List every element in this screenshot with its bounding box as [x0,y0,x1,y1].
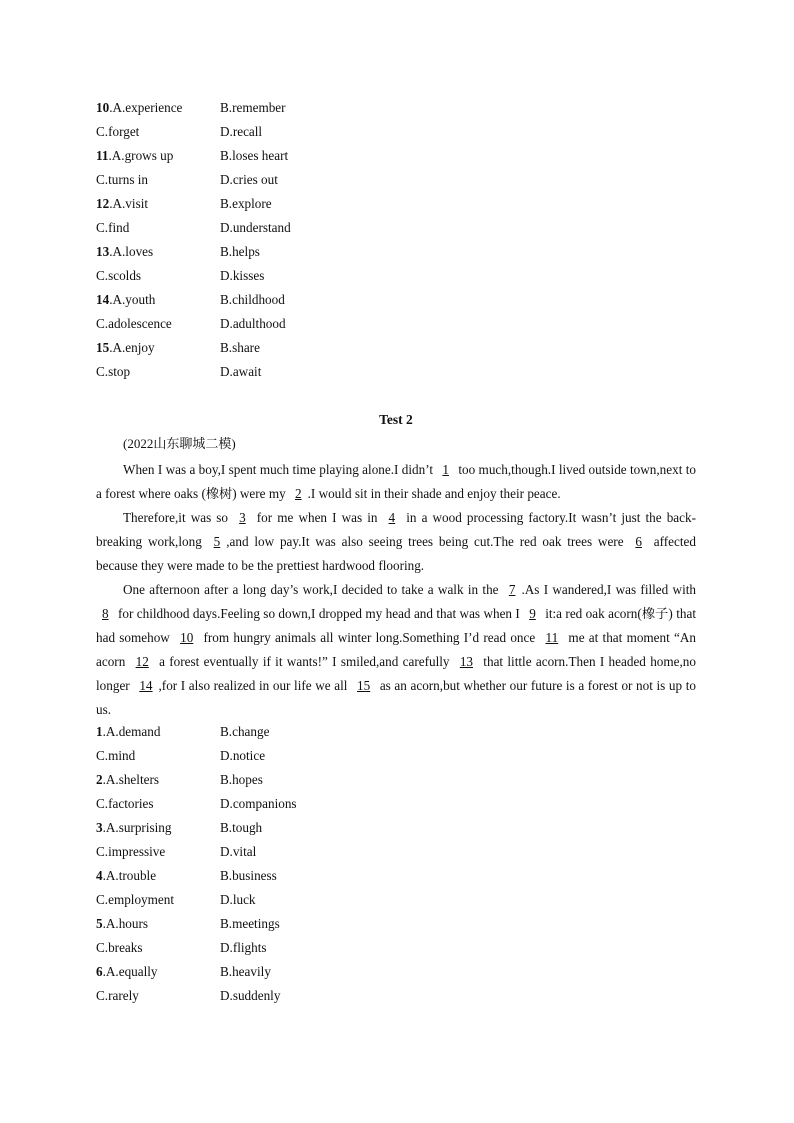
passage-text: a forest eventually if it wants!” I smiled,and carefully [154,654,454,669]
question-3 [96,818,696,866]
option-c: C.employment [96,892,175,907]
question-number: 13 [96,244,110,259]
option-row-cd [96,218,696,242]
option-c: C.stop [96,364,131,379]
question-number: 14 [96,292,110,307]
question-number: 3 [96,820,103,835]
question-number: 4 [96,868,103,883]
question-15 [96,338,696,386]
blank-6: 6 [635,534,642,549]
option-row-ab [96,866,696,890]
passage-text: too much,though.I lived outside town,next to a forest where oaks (橡树) were my [96,462,696,501]
option-d: D.kisses [220,268,265,283]
passage-text: When I was a boy,I spent much time playing alone.I didn’t [123,462,437,477]
option-a: .A.shelters [102,772,159,787]
option-a: .A.youth [109,292,156,307]
option-a: .A.experience [109,100,183,115]
question-number: 6 [96,964,103,979]
option-d: D.adulthood [220,316,286,331]
option-a: .A.hours [102,916,149,931]
test-source: (2022山东聊城二模) [123,436,236,451]
option-c: C.rarely [96,988,139,1003]
question-11 [96,146,696,194]
blank-2: 2 [294,486,302,501]
option-d: D.recall [220,124,263,139]
passage-text: it:a red oak acorn(橡子) that had somehow [96,606,696,645]
passage-text: Therefore,it was so [123,510,234,525]
blank-10: 10 [180,630,194,645]
options-top [96,98,696,386]
option-b: B.remember [220,100,286,115]
passage-text: ,and low pay.It was also seeing trees being cut.The red oak trees were [226,534,630,549]
passage-text: me at that moment “An acorn [96,630,697,669]
question-14 [96,290,696,338]
option-a: .A.grows up [108,148,174,163]
passage-paragraph-1 [96,458,696,506]
blank-5: 5 [213,534,221,549]
option-b: B.change [220,724,270,739]
option-row-cd [96,122,696,146]
question-1 [96,722,696,770]
option-b: B.meetings [220,916,280,931]
option-row-ab [96,770,696,794]
passage-text: One afternoon after a long day’s work,I decided to take a walk in the [123,582,503,597]
option-d: D.cries out [220,172,278,187]
option-row-ab [96,962,696,986]
option-a: .A.trouble [102,868,157,883]
option-d: D.suddenly [220,988,281,1003]
option-row-cd [96,890,696,914]
passage-paragraph-2 [96,506,696,578]
passage-text: .As I wandered,I was filled with [521,582,696,597]
question-number: 15 [96,340,110,355]
option-c: C.breaks [96,940,143,955]
document-page [96,98,696,1010]
option-d: D.vital [220,844,257,859]
option-row-ab [96,290,696,314]
blank-7: 7 [508,582,516,597]
option-a: .A.visit [109,196,149,211]
question-number: 2 [96,772,103,787]
option-d: D.luck [220,892,256,907]
option-d: D.await [220,364,262,379]
question-4 [96,866,696,914]
question-10 [96,98,696,146]
blank-14: 14 [139,678,153,693]
question-number: 11 [96,148,109,163]
option-b: B.tough [220,820,263,835]
test-title: Test 2 [379,412,413,427]
option-row-ab [96,722,696,746]
option-c: C.turns in [96,172,149,187]
option-row-cd [96,746,696,770]
blank-15: 15 [357,678,371,693]
option-c: C.forget [96,124,140,139]
question-number: 1 [96,724,103,739]
option-row-ab [96,914,696,938]
passage-text: affected because they were made to be the prettiest hardwood flooring. [96,534,696,573]
passage-text: for childhood days.Feeling so down,I dropped my head and that was when I [114,606,524,621]
passage-text: .I would sit in their shade and enjoy their peace. [307,486,561,501]
passage-paragraph-3 [96,578,696,722]
option-row-cd [96,314,696,338]
option-row-cd [96,986,696,1010]
question-5 [96,914,696,962]
passage-text: ,for I also realized in our life we all [158,678,352,693]
option-row-cd [96,266,696,290]
option-a: .A.enjoy [109,340,155,355]
question-number: 10 [96,100,110,115]
option-c: C.factories [96,796,154,811]
blank-1: 1 [442,462,449,477]
option-b: B.explore [220,196,272,211]
option-b: B.helps [220,244,260,259]
blank-13: 13 [459,654,473,669]
option-c: C.impressive [96,844,166,859]
question-6 [96,962,696,1010]
passage-text: that little acorn.Then I headed home,no longer [96,654,696,693]
blank-9: 9 [529,606,536,621]
option-a: .A.demand [102,724,161,739]
option-d: D.flights [220,940,267,955]
option-row-cd [96,170,696,194]
option-a: .A.surprising [102,820,172,835]
option-row-ab [96,338,696,362]
passage-text: from hungry animals all winter long.Something I’d read once [199,630,540,645]
option-row-cd [96,362,696,386]
option-c: C.scolds [96,268,142,283]
option-c: C.mind [96,748,136,763]
option-row-ab [96,818,696,842]
question-2 [96,770,696,818]
passage-text: as an acorn,but whether our future is a forest or not is up to us. [96,678,696,717]
option-row-ab [96,242,696,266]
option-b: B.share [220,340,260,355]
blank-11: 11 [545,630,559,645]
option-row-ab [96,98,696,122]
option-row-cd [96,938,696,962]
question-13 [96,242,696,290]
blank-12: 12 [135,654,149,669]
option-row-cd [96,794,696,818]
option-row-cd [96,842,696,866]
blank-4: 4 [388,510,396,525]
option-b: B.childhood [220,292,285,307]
option-a: .A.equally [102,964,158,979]
blank-3: 3 [239,510,246,525]
option-d: D.companions [220,796,297,811]
option-b: B.loses heart [220,148,289,163]
option-c: C.find [96,220,130,235]
option-d: D.understand [220,220,291,235]
option-b: B.heavily [220,964,271,979]
passage-text: in a wood processing factory.It wasn’t just the back-breaking work,long [96,510,696,549]
blank-8: 8 [102,606,109,621]
question-number: 12 [96,196,110,211]
question-number: 5 [96,916,103,931]
option-a: .A.loves [109,244,154,259]
question-12 [96,194,696,242]
passage-text: for me when I was in [251,510,383,525]
option-b: B.business [220,868,277,883]
option-b: B.hopes [220,772,263,787]
option-row-ab [96,146,696,170]
options-bottom [96,722,696,1010]
option-row-ab [96,194,696,218]
option-d: D.notice [220,748,266,763]
option-c: C.adolescence [96,316,172,331]
